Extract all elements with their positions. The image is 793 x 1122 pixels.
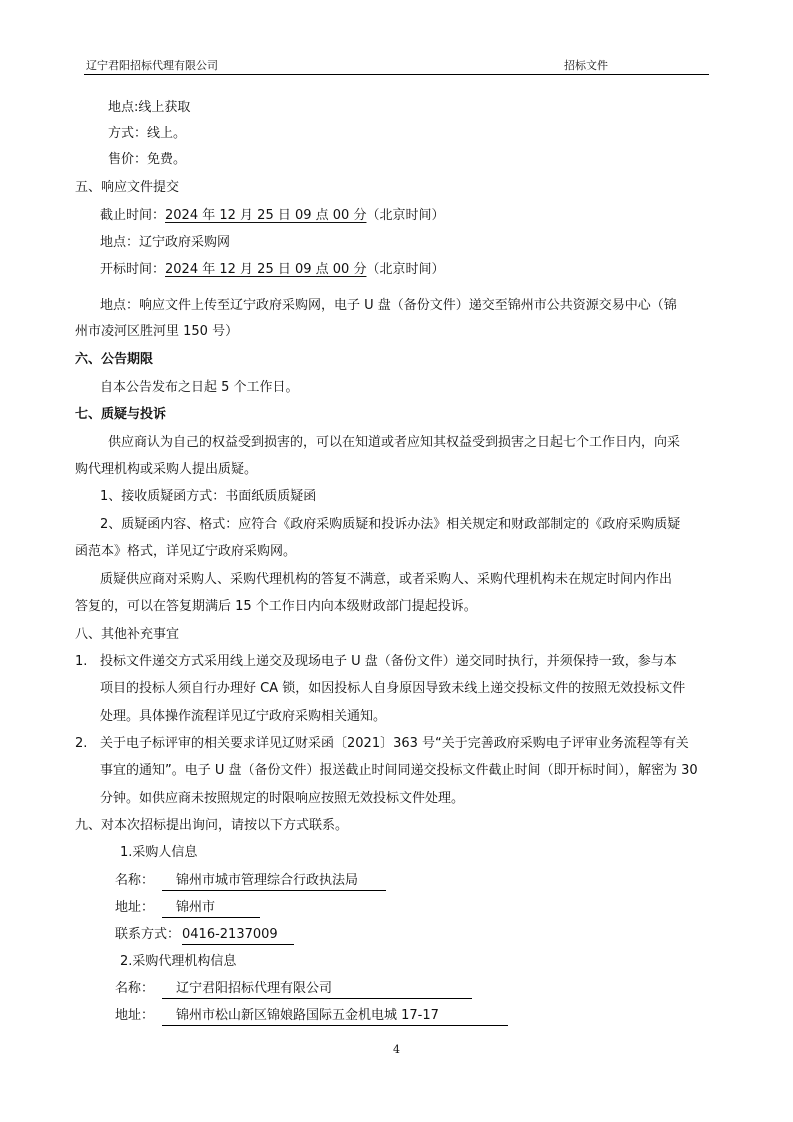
text-line: 投标文件递交方式采用线上递交及现场电子 U 盘（备份文件）递交同时执行，并须保持一致，参与本 <box>100 654 677 669</box>
text-line: 地点:线上获取 <box>108 100 191 115</box>
agency-address-label: 地址： <box>115 1008 155 1023</box>
opening-label: 开标时间： <box>100 262 166 277</box>
text-line: 质疑供应商对采购人、采购代理机构的答复不满意，或者采购人、采购代理机构未在规定时间内作出 <box>100 572 673 587</box>
section-heading: 九、对本次招标提出询问，请按以下方式联系。 <box>75 818 349 833</box>
header-company: 辽宁君阳招标代理有限公司 <box>86 59 218 72</box>
agency-address: 锦州市松山新区锦娘路国际五金机电城 17-17 <box>162 1008 508 1026</box>
deadline-timezone: （北京时间） <box>366 208 445 223</box>
purchaser-contact: 0416-2137009 <box>182 927 294 945</box>
opening-line <box>100 262 444 278</box>
text-line: 供应商认为自己的权益受到损害的，可以在知道或者应知其权益受到损害之日起七个工作日内，向采 <box>108 435 681 450</box>
page-header <box>84 56 709 75</box>
text-line: 答复的，可以在答复期满后 15 个工作日内向本级财政部门提起投诉。 <box>75 599 477 614</box>
text-line: 2、质疑函内容、格式：应符合《政府采购质疑和投诉办法》相关规定和财政部制定的《政府采购质疑 <box>100 517 681 532</box>
section-heading: 六、公告期限 <box>75 352 154 367</box>
text-line: 分钟。如供应商未按照规定的时限响应按照无效投标文件处理。 <box>100 791 465 806</box>
purchaser-name: 锦州市城市管理综合行政执法局 <box>162 873 386 891</box>
section-heading: 五、响应文件提交 <box>75 180 180 195</box>
purchaser-heading: 1.采购人信息 <box>120 845 198 860</box>
text-line: 函范本》格式，详见辽宁政府采购网。 <box>75 544 297 559</box>
text-line: 关于电子标评审的相关要求详见辽财采函〔2021〕363 号“关于完善政府采购电子评审业务流程等有关 <box>100 736 689 751</box>
list-number: 2. <box>75 736 88 751</box>
text-line: 方式：线上。 <box>108 126 187 141</box>
list-number: 1. <box>75 654 88 669</box>
text-line: 1、接收质疑函方式：书面纸质质疑函 <box>100 489 317 504</box>
section-heading: 八、其他补充事宜 <box>75 627 180 642</box>
opening-timezone: （北京时间） <box>366 262 445 277</box>
deadline-value: 2024 年 12 月 25 日 09 点 00 分 <box>165 208 367 223</box>
text-line: 项目的投标人须自行办理好 CA 锁，如因投标人自身原因导致未线上递交投标文件的按照无效投标文件 <box>100 681 686 696</box>
text-line: 自本公告发布之日起 5 个工作日。 <box>100 380 299 395</box>
purchaser-address-label: 地址： <box>115 900 155 915</box>
agency-name-label: 名称： <box>115 981 155 996</box>
purchaser-address: 锦州市 <box>162 900 260 918</box>
section-heading: 七、质疑与投诉 <box>75 407 167 422</box>
text-line: 地点：响应文件上传至辽宁政府采购网，电子 U 盘（备份文件）递交至锦州市公共资源交易中心（锦 <box>100 298 677 313</box>
text-line: 事宜的通知”。电子 U 盘（备份文件）报送截止时间同递交投标文件截止时间（即开标时间），解密为 30 <box>100 763 698 778</box>
purchaser-contact-label: 联系方式： <box>115 927 181 942</box>
purchaser-name-label: 名称： <box>115 873 155 888</box>
text-line: 购代理机构或采购人提出质疑。 <box>75 462 258 477</box>
text-line: 地点：辽宁政府采购网 <box>100 235 231 250</box>
agency-heading: 2.采购代理机构信息 <box>120 954 237 969</box>
text-line: 州市凌河区胜河里 150 号） <box>75 324 239 339</box>
opening-value: 2024 年 12 月 25 日 09 点 00 分 <box>165 262 367 277</box>
deadline-line <box>100 208 444 224</box>
agency-name: 辽宁君阳招标代理有限公司 <box>162 981 472 999</box>
deadline-label: 截止时间： <box>100 208 166 223</box>
header-doc-type: 招标文件 <box>564 59 608 72</box>
page-number: 4 <box>393 1043 400 1056</box>
text-line: 处理。具体操作流程详见辽宁政府采购相关通知。 <box>100 709 387 724</box>
text-line: 售价：免费。 <box>108 152 187 167</box>
